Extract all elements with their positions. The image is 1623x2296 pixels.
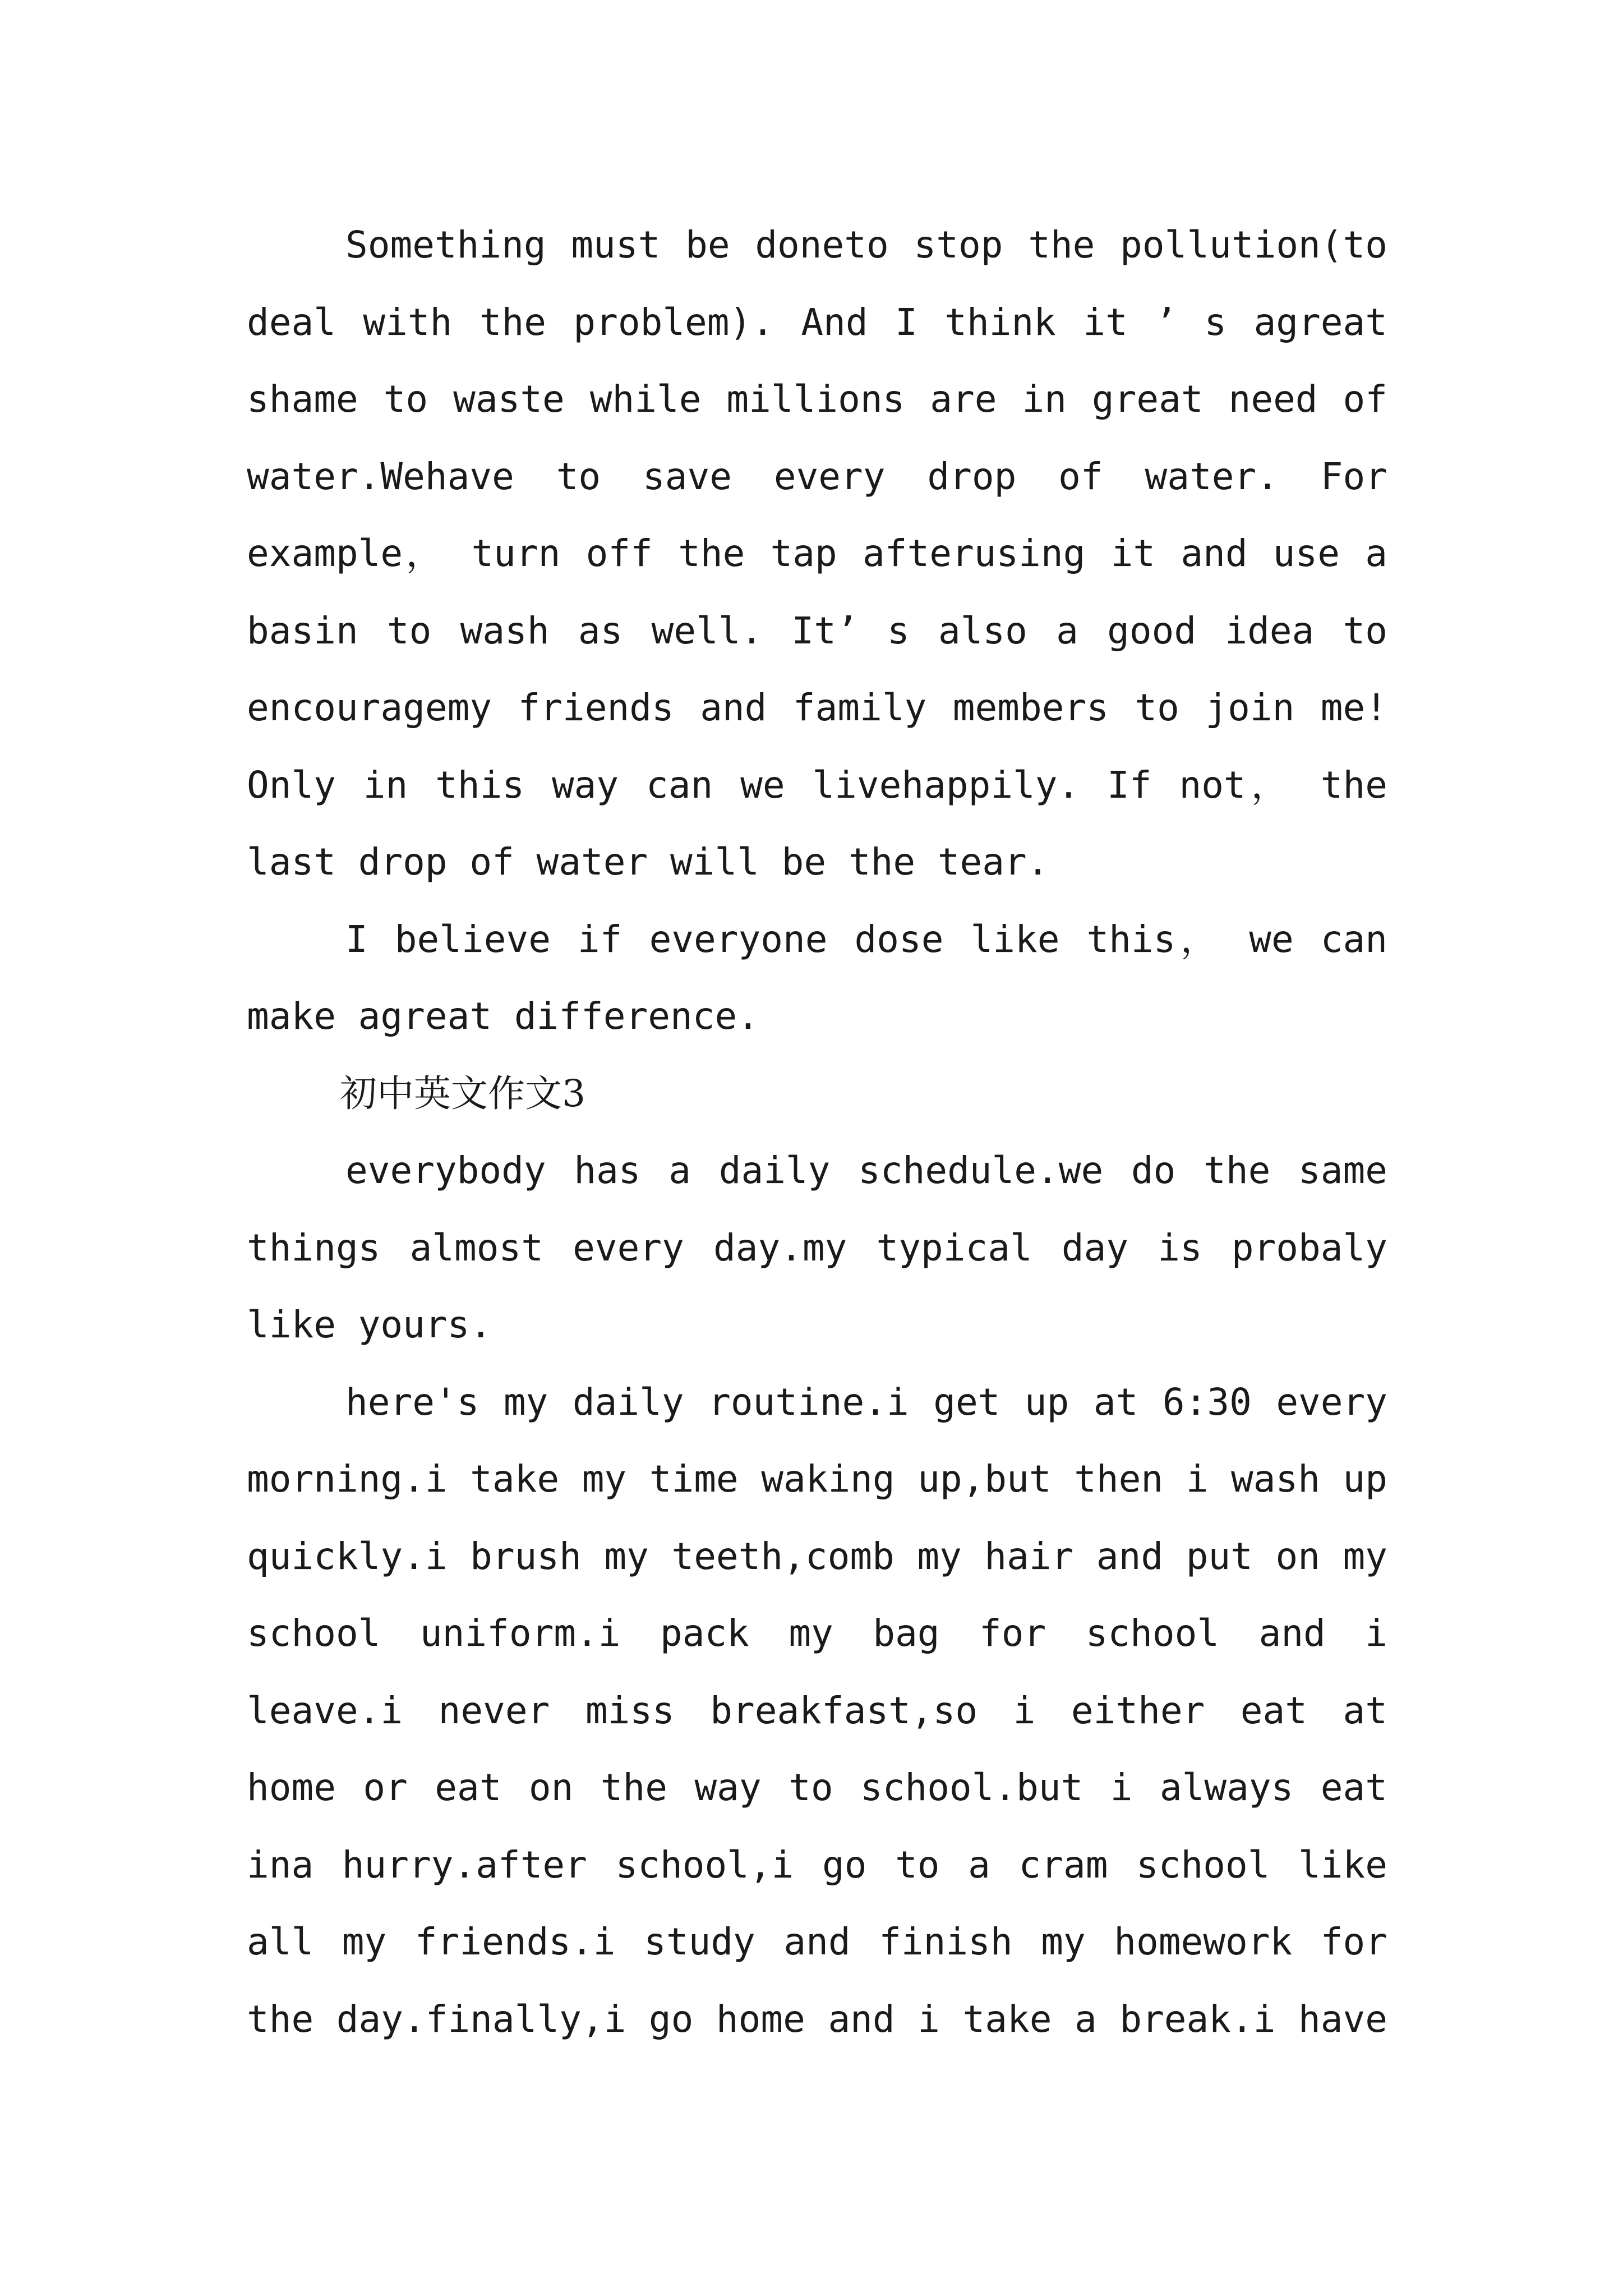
text-line: everybody has a daily schedule.we do the same [345,1149,1387,1192]
text-line: Only in this way can we livehappily. If not， the [247,763,1387,807]
text-line: Something must be doneto stop the pollution(to [345,223,1387,266]
text-line: things almost every day.my typical day is probaly [247,1226,1387,1269]
text-line: water.Wehave to save every drop of water. For [247,454,1387,498]
text-line: ina hurry.after school,i go to a cram school like [247,1843,1387,1887]
section-heading: 初中英文作文3 [340,1071,585,1115]
text-line: last drop of water will be the tear. [247,840,1049,884]
text-line: basin to wash as well. It’ s also a good idea to [247,609,1387,652]
text-line: example， turn off the tap afterusing it and use a [247,532,1387,575]
text-line: school uniform.i pack my bag for school and i [247,1612,1387,1655]
text-line: I believe if everyone dose like this， we can [345,917,1387,961]
text-line: home or eat on the way to school.but i always eat [247,1766,1387,1809]
text-line: the day.finally,i go home and i take a break.i have [247,1997,1387,2041]
text-line: make agreat difference. [247,995,759,1038]
text-line: leave.i never miss breakfast,so i either eat at [247,1688,1387,1732]
text-line: like yours. [247,1303,492,1346]
text-line: deal with the problem). And I think it ’ s agreat [247,300,1387,344]
document-body [247,206,1387,2058]
text-line: all my friends.i study and finish my homework for [247,1920,1387,1963]
text-line: shame to waste while millions are in great need of [247,378,1387,421]
text-line: here's my daily routine.i get up at 6:30 every [345,1380,1387,1424]
text-line: encouragemy friends and family members to join me! [247,686,1387,729]
text-line: morning.i take my time waking up,but then i wash up [247,1457,1387,1501]
text-line: quickly.i brush my teeth,comb my hair and put on my [247,1534,1387,1578]
